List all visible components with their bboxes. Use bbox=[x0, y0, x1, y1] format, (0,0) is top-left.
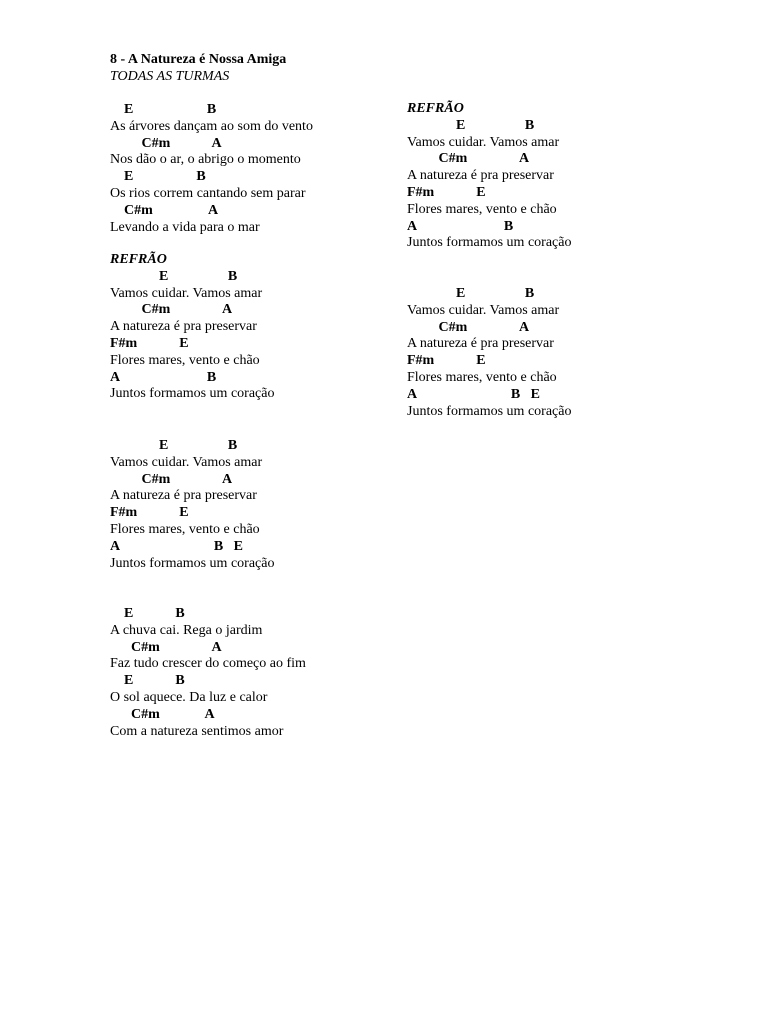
header bbox=[110, 52, 286, 86]
song-title: 8 - A Natureza é Nossa Amiga bbox=[110, 52, 287, 67]
chord-line: C#m A bbox=[407, 151, 530, 167]
refrao-1 bbox=[110, 252, 274, 403]
lyric-line: A natureza é pra preservar bbox=[407, 168, 554, 184]
lyric-line: Vamos cuidar. Vamos amar bbox=[407, 134, 560, 150]
lyric-line: A chuva cai. Rega o jardim bbox=[110, 622, 263, 638]
lyric-line: Levando a vida para o mar bbox=[110, 219, 260, 235]
lyric-line: A natureza é pra preservar bbox=[110, 319, 257, 335]
chord-line: C#m A bbox=[407, 319, 530, 335]
chord-line: E B bbox=[110, 438, 238, 453]
lyric-line: A natureza é pra preservar bbox=[110, 488, 257, 504]
chord-line: C#m A bbox=[110, 706, 215, 722]
chord-line: E B bbox=[407, 117, 535, 133]
chord-line: E B bbox=[110, 268, 238, 284]
verse-2 bbox=[110, 606, 306, 740]
lyric-line: Juntos formamos um coração bbox=[407, 235, 572, 251]
chord-line: C#m A bbox=[110, 639, 222, 655]
lyric-line: Juntos formamos um coração bbox=[110, 386, 275, 402]
lyric-line: O sol aquece. Da luz e calor bbox=[110, 689, 268, 705]
lyric-line: Os rios correm cantando sem parar bbox=[110, 185, 306, 201]
chord-line: F#m E bbox=[110, 505, 189, 521]
chord-line: C#m A bbox=[110, 302, 233, 318]
lyric-line: Juntos formamos um coração bbox=[407, 403, 572, 419]
lyric-line: Faz tudo crescer do começo ao fim bbox=[110, 656, 306, 672]
lyric-line: As árvores dançam ao som do vento bbox=[110, 118, 313, 134]
song-subtitle: TODAS AS TURMAS bbox=[110, 68, 230, 84]
lyric-line: A natureza é pra preservar bbox=[407, 336, 554, 352]
chord-line: A B E bbox=[407, 386, 541, 402]
chord-line: E B bbox=[407, 286, 535, 301]
refrao-3-lines bbox=[407, 118, 571, 252]
chord-line: F#m E bbox=[407, 353, 486, 369]
chord-line: E B bbox=[110, 169, 206, 185]
chord-line: A B E bbox=[110, 538, 244, 554]
chord-line: E B bbox=[110, 673, 185, 689]
chord-line: F#m E bbox=[407, 184, 486, 200]
lyric-line: Flores mares, vento e chão bbox=[407, 369, 557, 385]
chord-line: E B bbox=[110, 102, 217, 117]
chord-line: A B bbox=[110, 369, 217, 385]
lyric-line: Com a natureza sentimos amor bbox=[110, 723, 284, 739]
refrao-2 bbox=[110, 438, 274, 572]
refrao-4 bbox=[407, 286, 571, 420]
lyric-line: Flores mares, vento e chão bbox=[407, 201, 557, 217]
lyric-line: Vamos cuidar. Vamos amar bbox=[110, 285, 263, 301]
chord-line: C#m A bbox=[110, 202, 219, 218]
chord-line: F#m E bbox=[110, 335, 189, 351]
refrao-heading: REFRÃO bbox=[407, 101, 464, 116]
refrao-heading: REFRÃO bbox=[110, 252, 167, 267]
lyric-line: Juntos formamos um coração bbox=[110, 555, 275, 571]
lyric-line: Nos dão o ar, o abrigo o momento bbox=[110, 152, 301, 168]
lyric-line: Vamos cuidar. Vamos amar bbox=[110, 454, 263, 470]
chord-line: C#m A bbox=[110, 135, 222, 151]
lyric-line: Flores mares, vento e chão bbox=[110, 521, 260, 537]
refrao-1-lines bbox=[110, 269, 274, 403]
lyric-line: Vamos cuidar. Vamos amar bbox=[407, 302, 560, 318]
refrao-3 bbox=[407, 101, 571, 252]
chord-line: E B bbox=[110, 606, 185, 621]
verse-1 bbox=[110, 102, 313, 236]
chord-line: A B bbox=[407, 218, 514, 234]
chord-line: C#m A bbox=[110, 471, 233, 487]
lyric-line: Flores mares, vento e chão bbox=[110, 352, 260, 368]
